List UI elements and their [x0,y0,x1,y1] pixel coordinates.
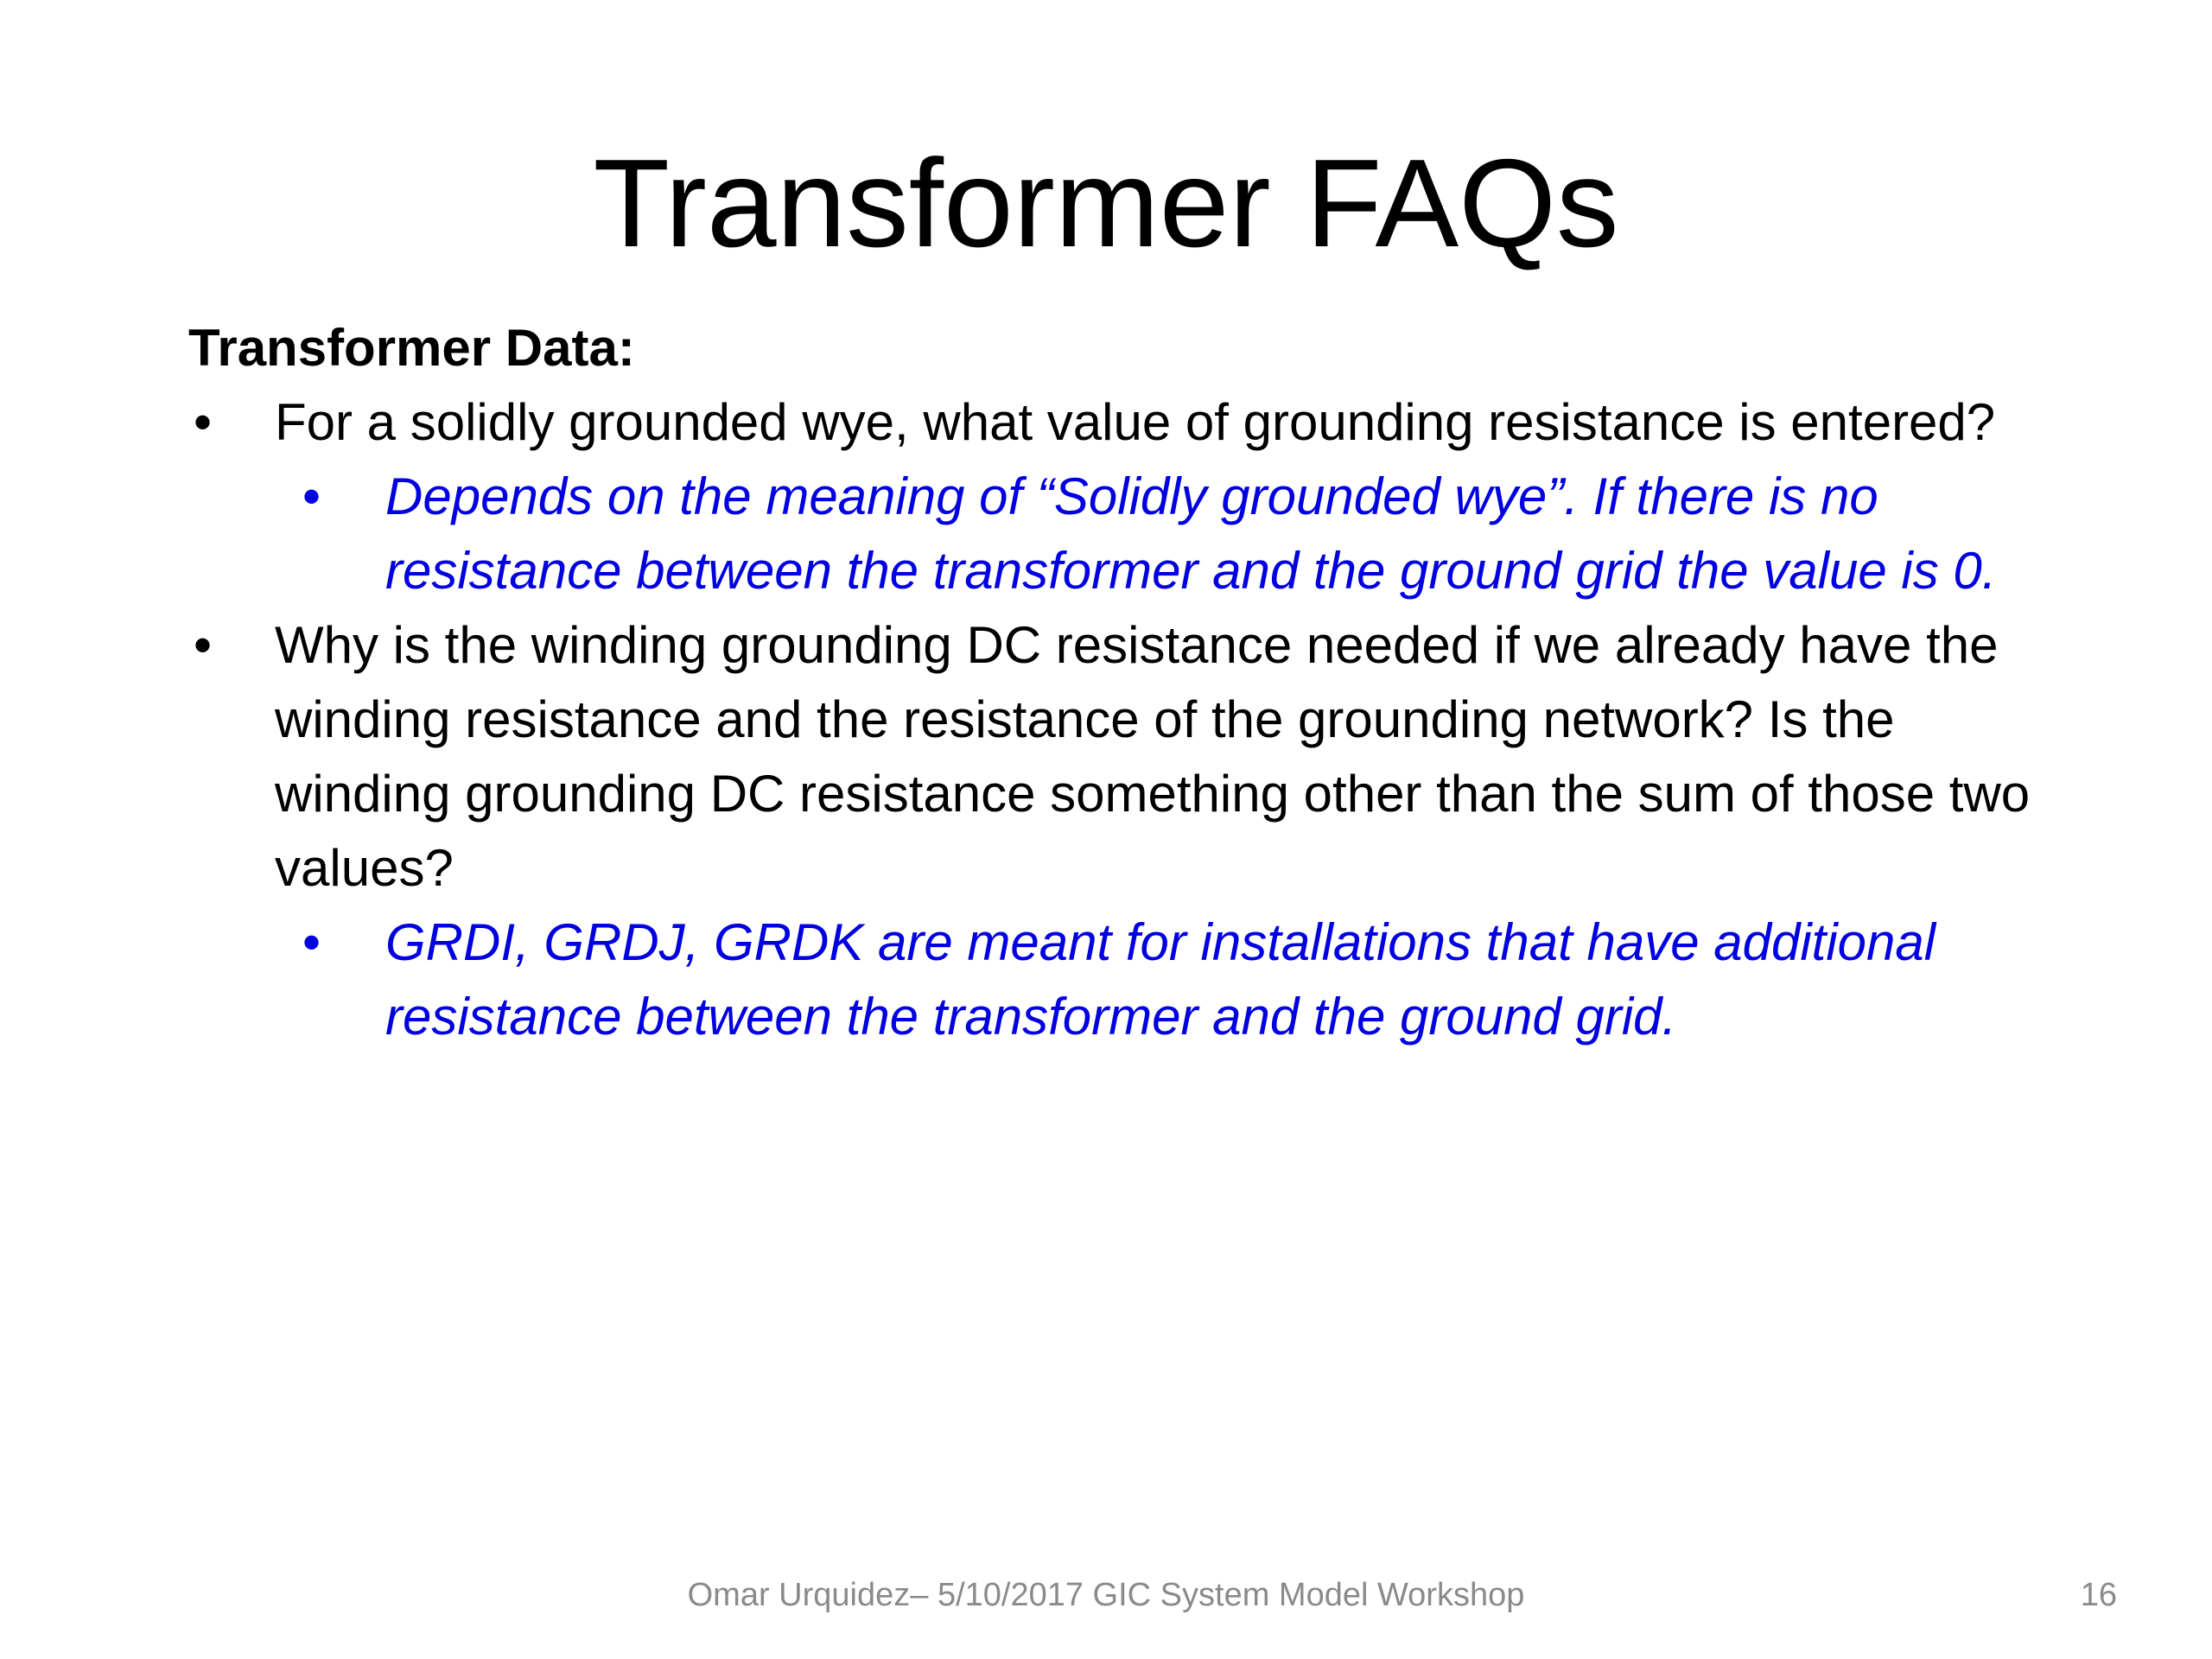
bullet-icon: • [194,393,213,451]
bullet-icon: • [302,467,321,525]
question-1 [188,385,2046,460]
slide-footer: Omar Urquidez– 5/10/2017 GIC System Model Workshop [687,1577,1525,1613]
answer-2-text: GRDI, GRDJ, GRDK are meant for installations that have additional resistance between the transformer and the ground grid. [385,913,1936,1046]
answer-1 [188,460,2046,608]
slide-content [188,311,2046,1054]
question-2-text: Why is the winding grounding DC resistance needed if we already have the winding resistance and the resistance of the grounding network? Is the winding grounding DC resistance something other than the sum of those two values? [275,616,2031,897]
answer-2 [188,906,2046,1054]
question-2 [188,608,2046,906]
bullet-icon: • [194,616,213,674]
page-number: 16 [2080,1577,2117,1613]
slide-title: Transformer FAQs [593,133,1619,273]
section-heading: Transformer Data: [188,319,635,377]
question-1-text: For a solidly grounded wye, what value of grounding resistance is entered? [275,393,1996,451]
answer-1-text: Depends on the meaning of “Solidly grounded wye”. If there is no resistance between the transformer and the ground grid the value is 0. [385,467,1997,600]
bullet-icon: • [302,913,321,971]
